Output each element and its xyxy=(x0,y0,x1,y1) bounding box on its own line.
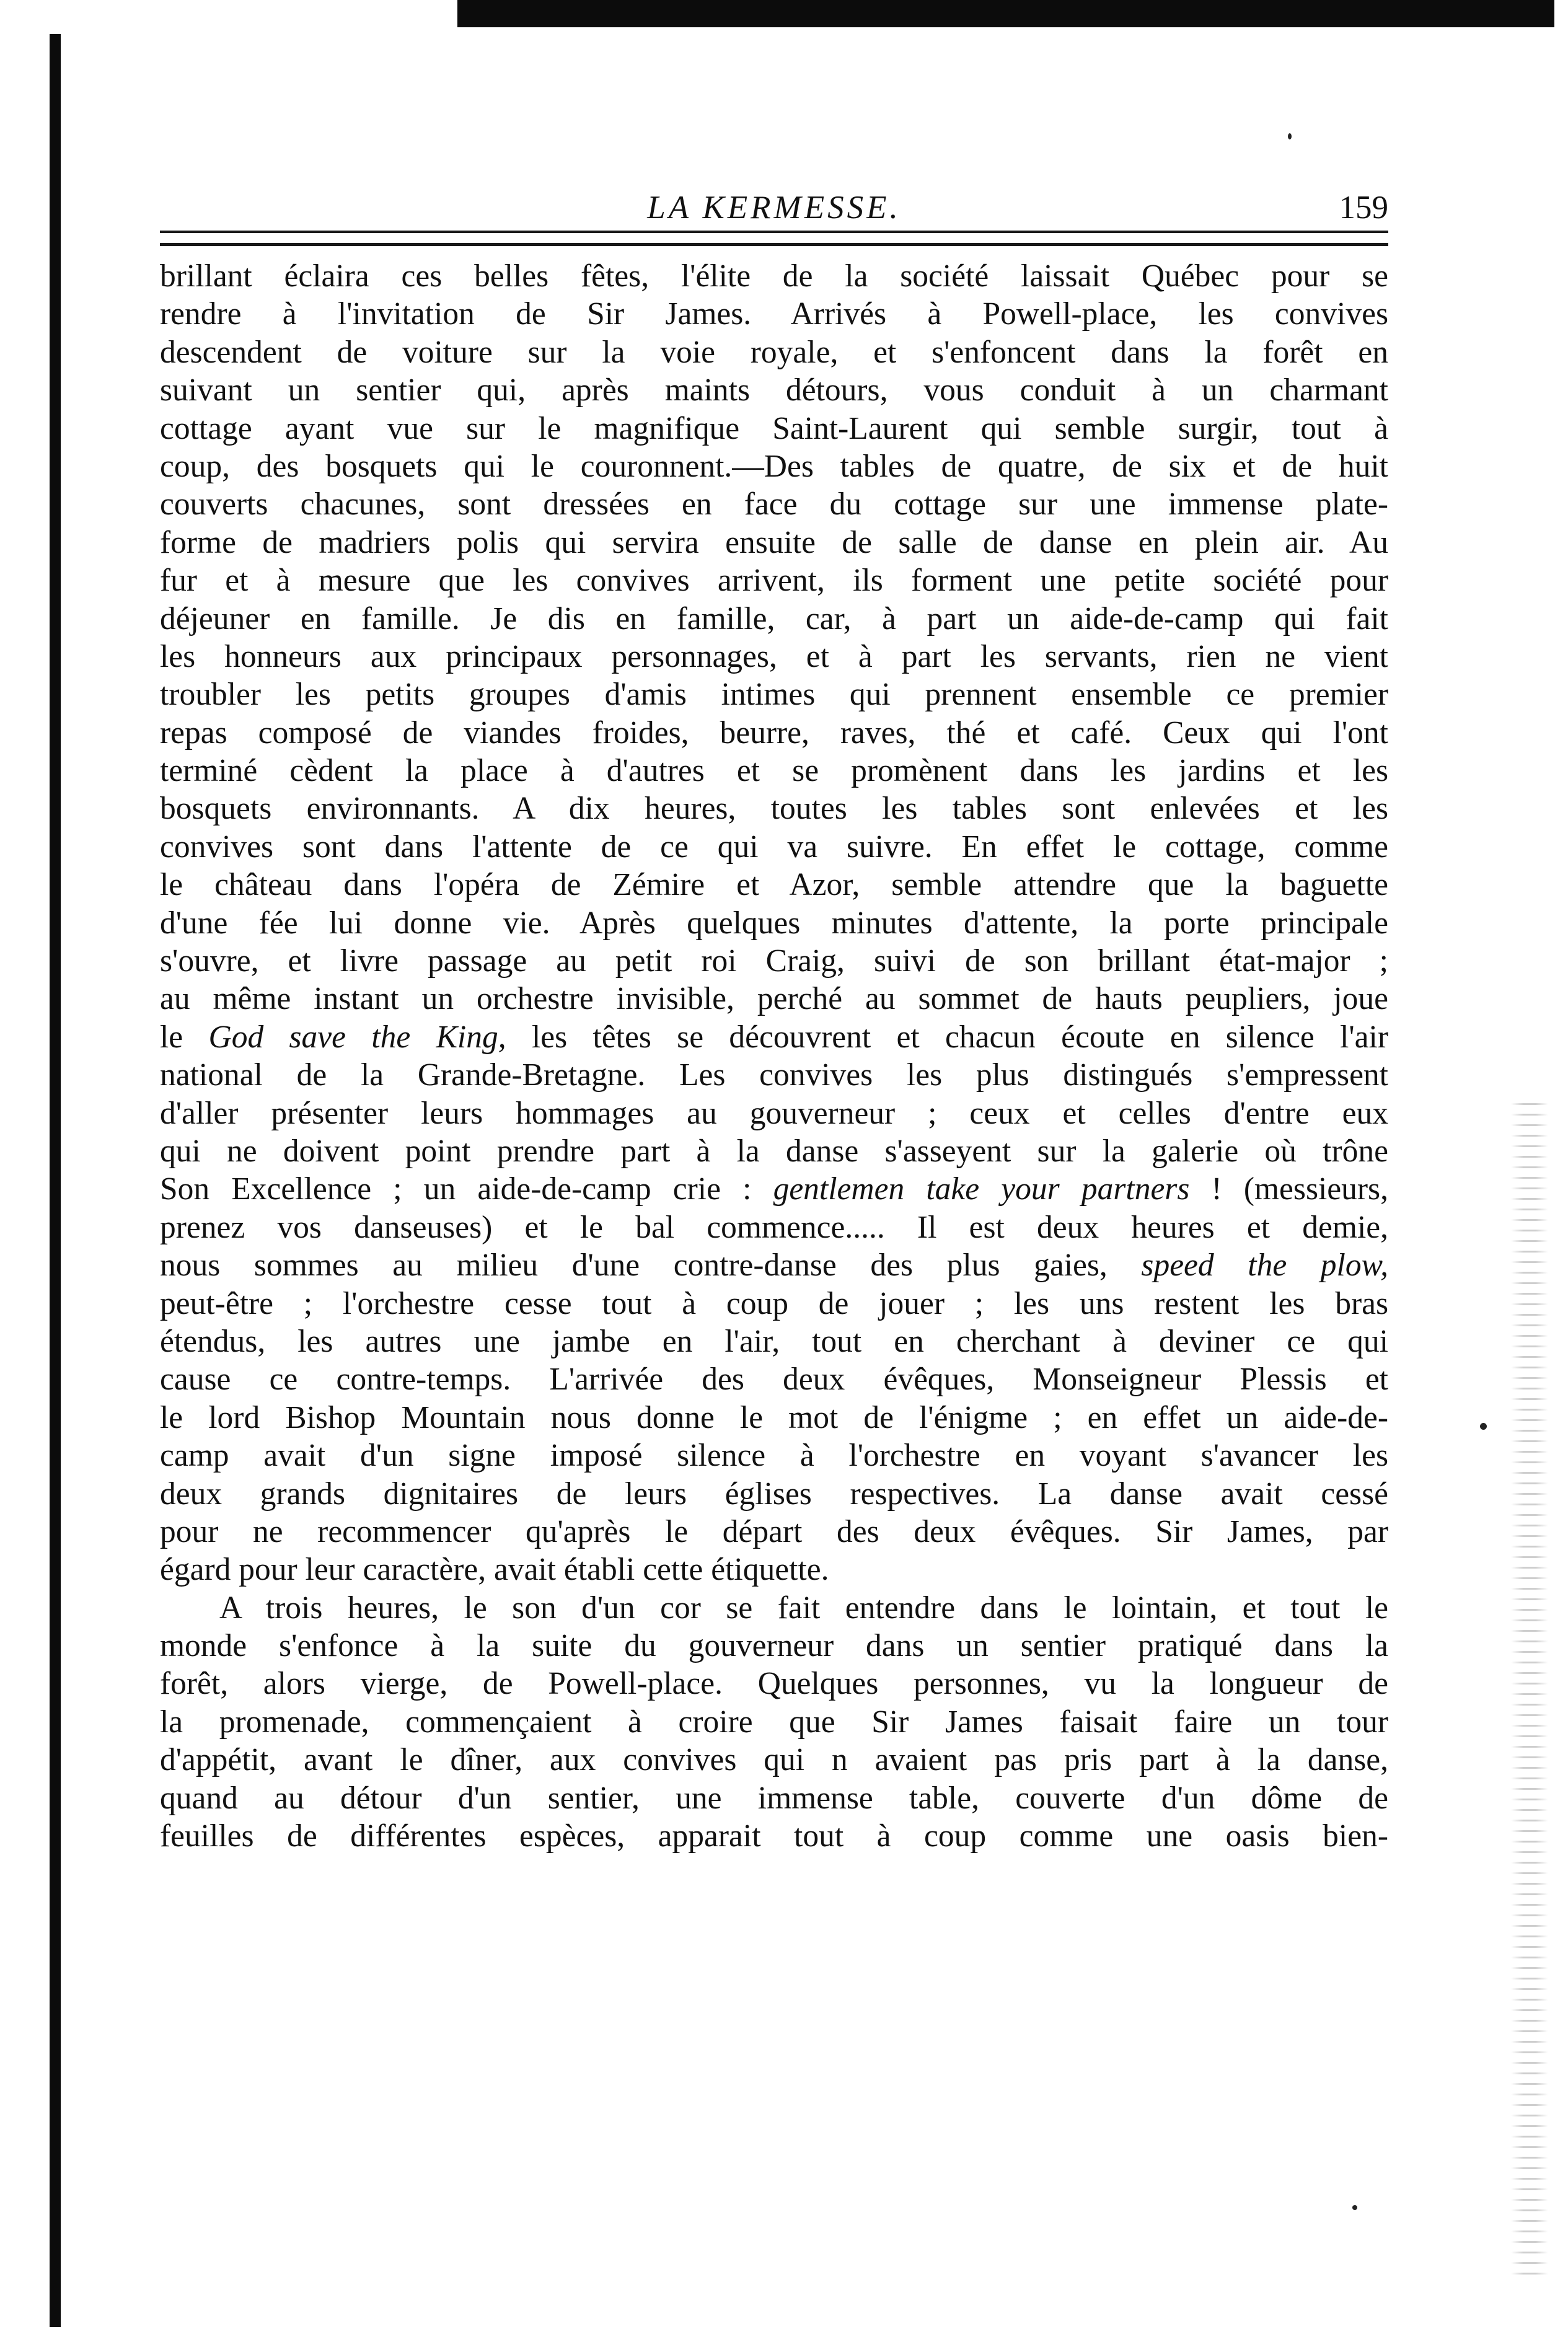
text-line: couverts chacunes, sont dressées en face du cottage sur une immense plate- xyxy=(160,487,1388,522)
text-line: fur et à mesure que les convives arrivent, ils forment une petite société pour xyxy=(160,563,1388,599)
text-line: terminé cèdent la place à d'autres et se promènent dans les jardins et les xyxy=(160,753,1388,789)
running-head xyxy=(160,186,1388,229)
text-line: cause ce contre-temps. L'arrivée des deux évêques, Monseigneur Plessis et xyxy=(160,1362,1388,1398)
text-line: descendent de voiture sur la voie royale, et s'enfoncent dans la forêt en xyxy=(160,334,1388,370)
text-line: au même instant un orchestre invisible, perché au sommet de hauts peupliers, joue xyxy=(160,981,1388,1017)
header-rule-top xyxy=(160,231,1388,233)
text-line: d'appétit, avant le dîner, aux convives qui n avaient pas pris part à la danse, xyxy=(160,1742,1388,1778)
text-line: cottage ayant vue sur le magnifique Saint-Laurent qui semble surgir, tout à xyxy=(160,410,1388,446)
text-segment: ! (messieurs, xyxy=(1189,1171,1388,1207)
text-segment: Son Excellence ; un aide-de-camp crie : xyxy=(160,1171,773,1207)
text-line: les honneurs aux principaux personnages, et à part les servants, rien ne vient xyxy=(160,638,1388,674)
text-line: suivant un sentier qui, après maints détours, vous conduit à un charmant xyxy=(160,372,1388,408)
text-line: rendre à l'invitation de Sir James. Arrivés à Powell-place, les convives xyxy=(160,296,1388,332)
text-line: le château dans l'opéra de Zémire et Azor, semble attendre que la baguette xyxy=(160,867,1388,903)
header-rule-bottom xyxy=(160,243,1388,246)
text-line: troubler les petits groupes d'amis intimes qui prennent ensemble ce premier xyxy=(160,677,1388,713)
text-line: national de la Grande-Bretagne. Les convives les plus distingués s'empressent xyxy=(160,1057,1388,1093)
text-line: pour ne recommencer qu'après le départ des deux évêques. Sir James, par xyxy=(160,1513,1388,1549)
text-line: étendus, les autres une jambe en l'air, tout en cherchant à deviner ce qui xyxy=(160,1323,1388,1359)
text-line: camp avait d'un signe imposé silence à l'orchestre en voyant s'avancer les xyxy=(160,1438,1388,1474)
text-line: repas composé de viandes froides, beurre, raves, thé et café. Ceux qui l'ont xyxy=(160,715,1388,751)
text-line: coup, des bosquets qui le couronnent.—Des tables de quatre, de six et de huit xyxy=(160,448,1388,484)
text-line xyxy=(160,1018,1388,1056)
scan-dot xyxy=(1288,133,1292,139)
text-line: déjeuner en famille. Je dis en famille, car, à part un aide-de-camp qui fait xyxy=(160,601,1388,636)
text-line: convives sont dans l'attente de ce qui va suivre. En effet le cottage, comme xyxy=(160,829,1388,865)
text-line: d'une fée lui donne vie. Après quelques minutes d'attente, la porte principale xyxy=(160,905,1388,941)
text-line: qui ne doivent point prendre part à la danse s'asseyent sur la galerie où trône xyxy=(160,1133,1388,1169)
text-line: forêt, alors vierge, de Powell-place. Quelques personnes, vu la longueur de xyxy=(160,1666,1388,1702)
running-title: LA KERMESSE. xyxy=(647,190,901,226)
scan-dot xyxy=(1480,1423,1487,1430)
text-line: brillant éclaira ces belles fêtes, l'élite de la société laissait Québec pour se xyxy=(160,258,1388,294)
text-line: A trois heures, le son d'un cor se fait entendre dans le lointain, et tout le xyxy=(219,1590,1388,1626)
text-line: s'ouvre, et livre passage au petit roi Craig, suivi de son brillant état-major ; xyxy=(160,943,1388,979)
text-line: monde s'enfonce à la suite du gouverneur dans un sentier pratiqué dans la xyxy=(160,1628,1388,1664)
text-line xyxy=(160,1170,1388,1208)
text-line: feuilles de différentes espèces, apparait tout à coup comme une oasis bien- xyxy=(160,1818,1388,1854)
text-segment: les têtes se découvrent et chacun écoute en silence l'air xyxy=(506,1019,1388,1055)
text-line: quand au détour d'un sentier, une immense table, couverte d'un dôme de xyxy=(160,1780,1388,1816)
scan-dot xyxy=(1352,2205,1357,2210)
page-number: 159 xyxy=(1339,190,1388,226)
text-line: égard pour leur caractère, avait établi cette étiquette. xyxy=(160,1552,829,1588)
text-line: prenez vos danseuses) et le bal commence..... Il est deux heures et demie, xyxy=(160,1209,1388,1245)
text-line: peut-être ; l'orchestre cesse tout à coup de jouer ; les uns restent les bras xyxy=(160,1285,1388,1321)
text-segment: le xyxy=(160,1019,209,1055)
text-line: la promenade, commençaient à croire que Sir James faisait faire un tour xyxy=(160,1704,1388,1740)
text-line: forme de madriers polis qui servira ensuite de salle de danse en plein air. Au xyxy=(160,524,1388,560)
italic-phrase: speed the plow, xyxy=(1141,1248,1388,1284)
text-segment: nous sommes au milieu d'une contre-danse des plus gaies, xyxy=(160,1248,1142,1284)
scan-specks xyxy=(1511,1103,1548,2281)
body-text xyxy=(160,257,1388,2154)
text-line: deux grands dignitaires de leurs églises respectives. La danse avait cessé xyxy=(160,1476,1388,1512)
text-line: le lord Bishop Mountain nous donne le mot de l'énigme ; en effet un aide-de- xyxy=(160,1399,1388,1435)
scan-edge xyxy=(457,0,1554,27)
text-line: bosquets environnants. A dix heures, toutes les tables sont enlevées et les xyxy=(160,791,1388,827)
italic-phrase: God save the King, xyxy=(208,1019,506,1055)
binding-edge xyxy=(50,34,61,2327)
text-line xyxy=(160,1246,1388,1284)
italic-phrase: gentlemen take your partners xyxy=(773,1171,1190,1207)
text-line: d'aller présenter leurs hommages au gouverneur ; ceux et celles d'entre eux xyxy=(160,1095,1388,1131)
